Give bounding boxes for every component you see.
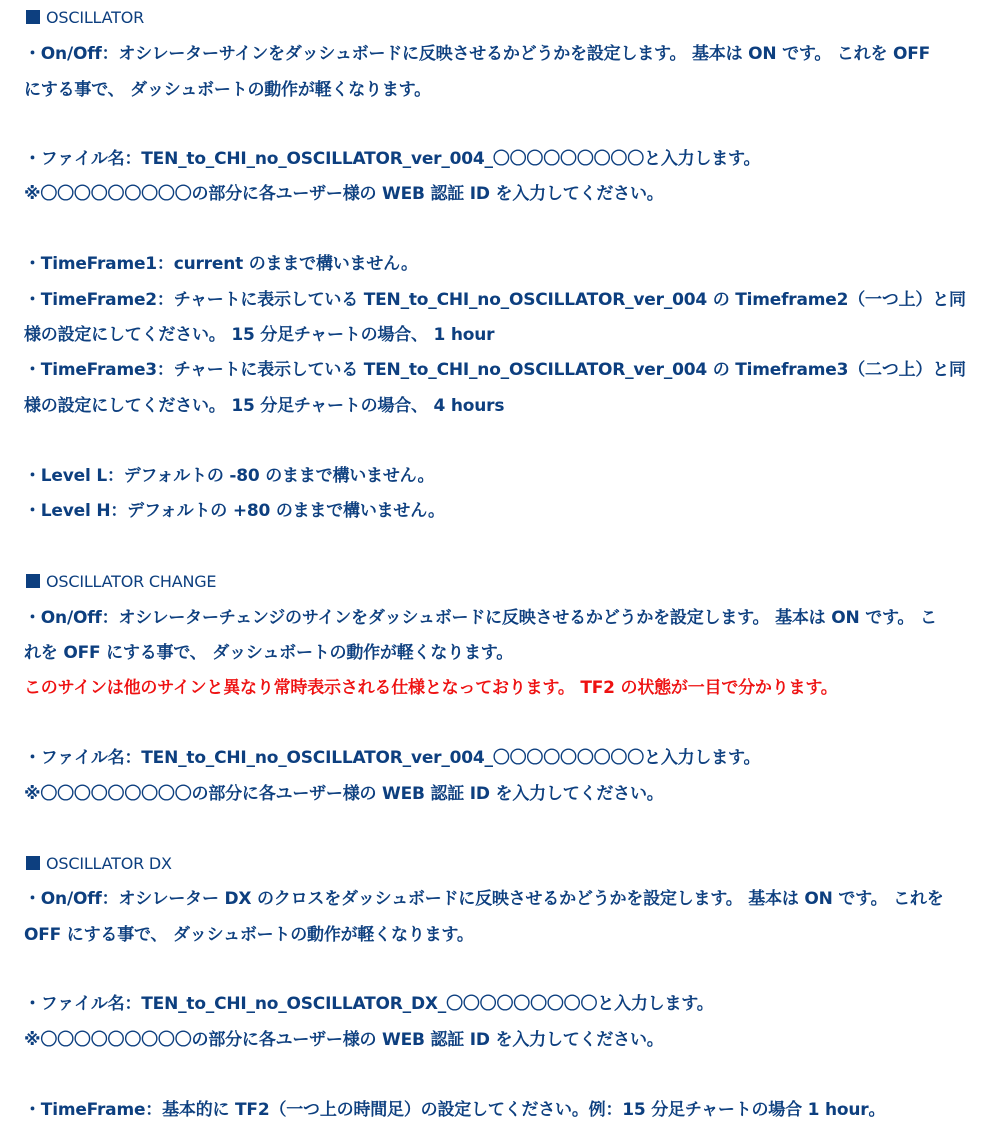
text-line: ・TimeFrame3：チャートに表示している TEN_to_CHI_no_OSCILLATOR_ver_004 の Timeframe3（二つ上）と同 (24, 360, 966, 380)
text-line: ※〇〇〇〇〇〇〇〇〇の部分に各ユーザー様の WEB 認証 ID を入力してください。 (24, 184, 664, 204)
text-line: ・ファイル名：TEN_to_CHI_no_OSCILLATOR_ver_004_〇〇〇〇〇〇〇〇〇と入力します。 (24, 748, 761, 768)
highlight-note: このサインは他のサインと異なり常時表示される仕様となっております。 TF2 の状態が一目で分かります。 (24, 678, 838, 698)
text-line: ・Level H：デフォルトの +80 のままで構いません。 (24, 501, 445, 521)
text-line: にする事で、 ダッシュボートの動作が軽くなります。 (24, 80, 431, 100)
text-line: ・TimeFrame1：current のままで構いません。 (24, 254, 418, 274)
text-line: 様の設定にしてください。 15 分足チャートの場合、 1 hour (24, 325, 495, 345)
text-line: ・TimeFrame：基本的に TF2（一つ上の時間足）の設定してください。例：15 分足チャートの場合 1 hour。 (24, 1100, 886, 1120)
text-line: ・Level L：デフォルトの -80 のままで構いません。 (24, 466, 435, 486)
section-heading-text: OSCILLATOR CHANGE (46, 572, 217, 591)
text-line: ・On/Off：オシレーターチェンジのサインをダッシュボードに反映させるかどうかを設定します。 基本は ON です。 こ (24, 608, 937, 628)
text-line: ・ファイル名：TEN_to_CHI_no_OSCILLATOR_ver_004_〇〇〇〇〇〇〇〇〇と入力します。 (24, 149, 761, 169)
text-line: ・On/Off：オシレーターサインをダッシュボードに反映させるかどうかを設定します。 基本は ON です。 これを OFF (24, 44, 931, 64)
section-heading-oscillator-dx (24, 852, 976, 876)
square-bullet-icon (26, 574, 40, 588)
square-bullet-icon (26, 10, 40, 24)
text-line: ※〇〇〇〇〇〇〇〇〇の部分に各ユーザー様の WEB 認証 ID を入力してください。 (24, 1030, 664, 1050)
text-line: OFF にする事で、 ダッシュボートの動作が軽くなります。 (24, 925, 474, 945)
section-heading-text: OSCILLATOR DX (46, 854, 172, 873)
square-bullet-icon (26, 856, 40, 870)
text-line: ・TimeFrame2：チャートに表示している TEN_to_CHI_no_OSCILLATOR_ver_004 の Timeframe2（一つ上）と同 (24, 290, 966, 310)
section-heading-oscillator (24, 6, 976, 30)
text-line: 様の設定にしてください。 15 分足チャートの場合、 4 hours (24, 396, 505, 416)
text-line: れを OFF にする事で、 ダッシュボートの動作が軽くなります。 (24, 643, 513, 663)
section-heading-oscillator-change (24, 570, 976, 594)
section-heading-text: OSCILLATOR (46, 8, 145, 27)
text-line: ・ファイル名：TEN_to_CHI_no_OSCILLATOR_DX_〇〇〇〇〇〇〇〇〇と入力します。 (24, 994, 714, 1014)
text-line: ※〇〇〇〇〇〇〇〇〇の部分に各ユーザー様の WEB 認証 ID を入力してください。 (24, 784, 664, 804)
text-line: ・On/Off：オシレーター DX のクロスをダッシュボードに反映させるかどうかを設定します。 基本は ON です。 これを (24, 889, 944, 909)
